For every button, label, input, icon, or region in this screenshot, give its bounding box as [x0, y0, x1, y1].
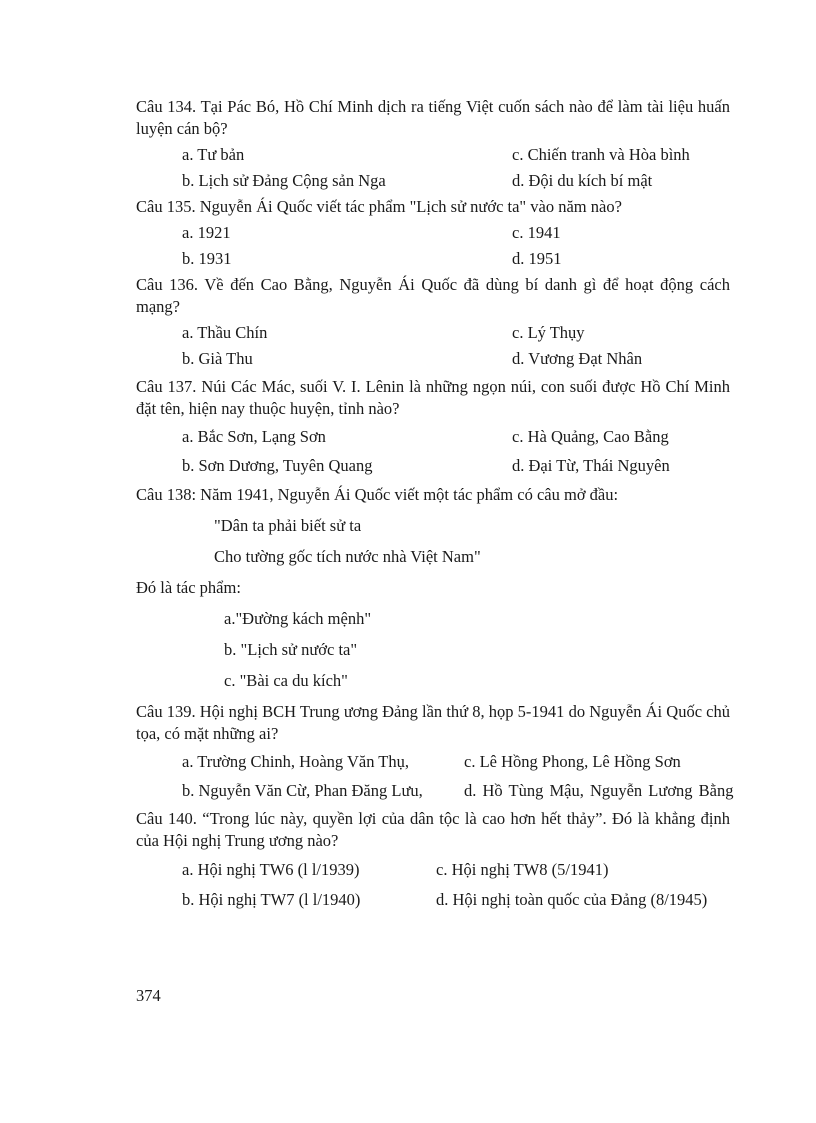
option-b: b. Hội nghị TW7 (l l/1940) [182, 890, 361, 909]
question-138: Câu 138: Năm 1941, Nguyễn Ái Quốc viết một tác phẩm có câu mở đầu: [136, 485, 619, 504]
page-number: 374 [136, 986, 161, 1005]
option-a: a. Thầu Chín [182, 323, 268, 342]
option-d: d. Đội du kích bí mật [512, 171, 653, 190]
option-a: a."Đường kách mệnh" [224, 609, 372, 628]
option-d: d. Đại Từ, Thái Nguyên [512, 456, 670, 475]
option-c: c. Hà Quảng, Cao Bằng [512, 427, 669, 446]
options-134 [182, 144, 730, 192]
options-139 [182, 751, 734, 802]
question-138-lead: Đó là tác phẩm: [136, 578, 241, 597]
options-137 [182, 426, 730, 477]
option-c: c. Hội nghị TW8 (5/1941) [436, 860, 609, 879]
option-c: c. Lý Thụy [512, 323, 585, 342]
option-d: d. 1951 [512, 249, 562, 268]
option-d: d. Hội nghị toàn quốc của Đảng (8/1945) [436, 890, 708, 909]
question-135: Câu 135. Nguyễn Ái Quốc viết tác phẩm "Lịch sử nước ta" vào năm nào? [136, 197, 622, 216]
option-b: b. 1931 [182, 249, 232, 268]
poem-line-1: "Dân ta phải biết sử ta [214, 516, 362, 535]
option-c: c. Chiến tranh và Hòa bình [512, 145, 690, 164]
option-a: a. Tư bản [182, 145, 245, 164]
question-140: Câu 140. “Trong lúc này, quyền lợi của dân tộc là cao hơn hết thảy”. Đó là khẳng định của Hội nghị Trung ương nào? [136, 809, 730, 850]
option-c: c. 1941 [512, 223, 561, 242]
option-a: a. Trường Chinh, Hoàng Văn Thụ, [182, 752, 409, 771]
options-136 [182, 322, 730, 370]
option-b: b. Sơn Dương, Tuyên Quang [182, 456, 373, 475]
question-139: Câu 139. Hội nghị BCH Trung ương Đảng lần thứ 8, họp 5-1941 do Nguyễn Ái Quốc chủ tọa, có mặt những ai? [136, 702, 730, 743]
option-d: d. Hồ Tùng Mậu, Nguyễn Lương Bằng [464, 781, 734, 800]
option-c: c. Lê Hồng Phong, Lê Hồng Sơn [464, 752, 681, 771]
option-b: b. Lịch sử Đảng Cộng sản Nga [182, 171, 386, 190]
question-136: Câu 136. Về đến Cao Bằng, Nguyễn Ái Quốc đã dùng bí danh gì để hoạt động cách mạng? [136, 275, 730, 316]
option-a: a. 1921 [182, 223, 231, 242]
option-d: d. Vương Đạt Nhân [512, 349, 643, 368]
option-a: a. Hội nghị TW6 (l l/1939) [182, 860, 360, 879]
option-b: b. Nguyễn Văn Cừ, Phan Đăng Lưu, [182, 781, 423, 800]
question-134: Câu 134. Tại Pác Bó, Hồ Chí Minh dịch ra tiếng Việt cuốn sách nào để làm tài liệu huấn luyện cán bộ? [136, 97, 730, 138]
options-135 [182, 222, 730, 270]
option-c: c. "Bài ca du kích" [224, 671, 348, 690]
option-b: b. "Lịch sử nước ta" [224, 640, 358, 659]
option-b: b. Già Thu [182, 349, 253, 368]
poem-line-2: Cho tường gốc tích nước nhà Việt Nam" [214, 547, 481, 566]
option-a: a. Bắc Sơn, Lạng Sơn [182, 427, 326, 446]
options-140 [182, 859, 730, 911]
page-content [136, 96, 734, 911]
question-137: Câu 137. Núi Các Mác, suối V. I. Lênin là những ngọn núi, con suối được Hồ Chí Minh đặt tên, hiện nay thuộc huyện, tỉnh nào? [136, 377, 730, 418]
